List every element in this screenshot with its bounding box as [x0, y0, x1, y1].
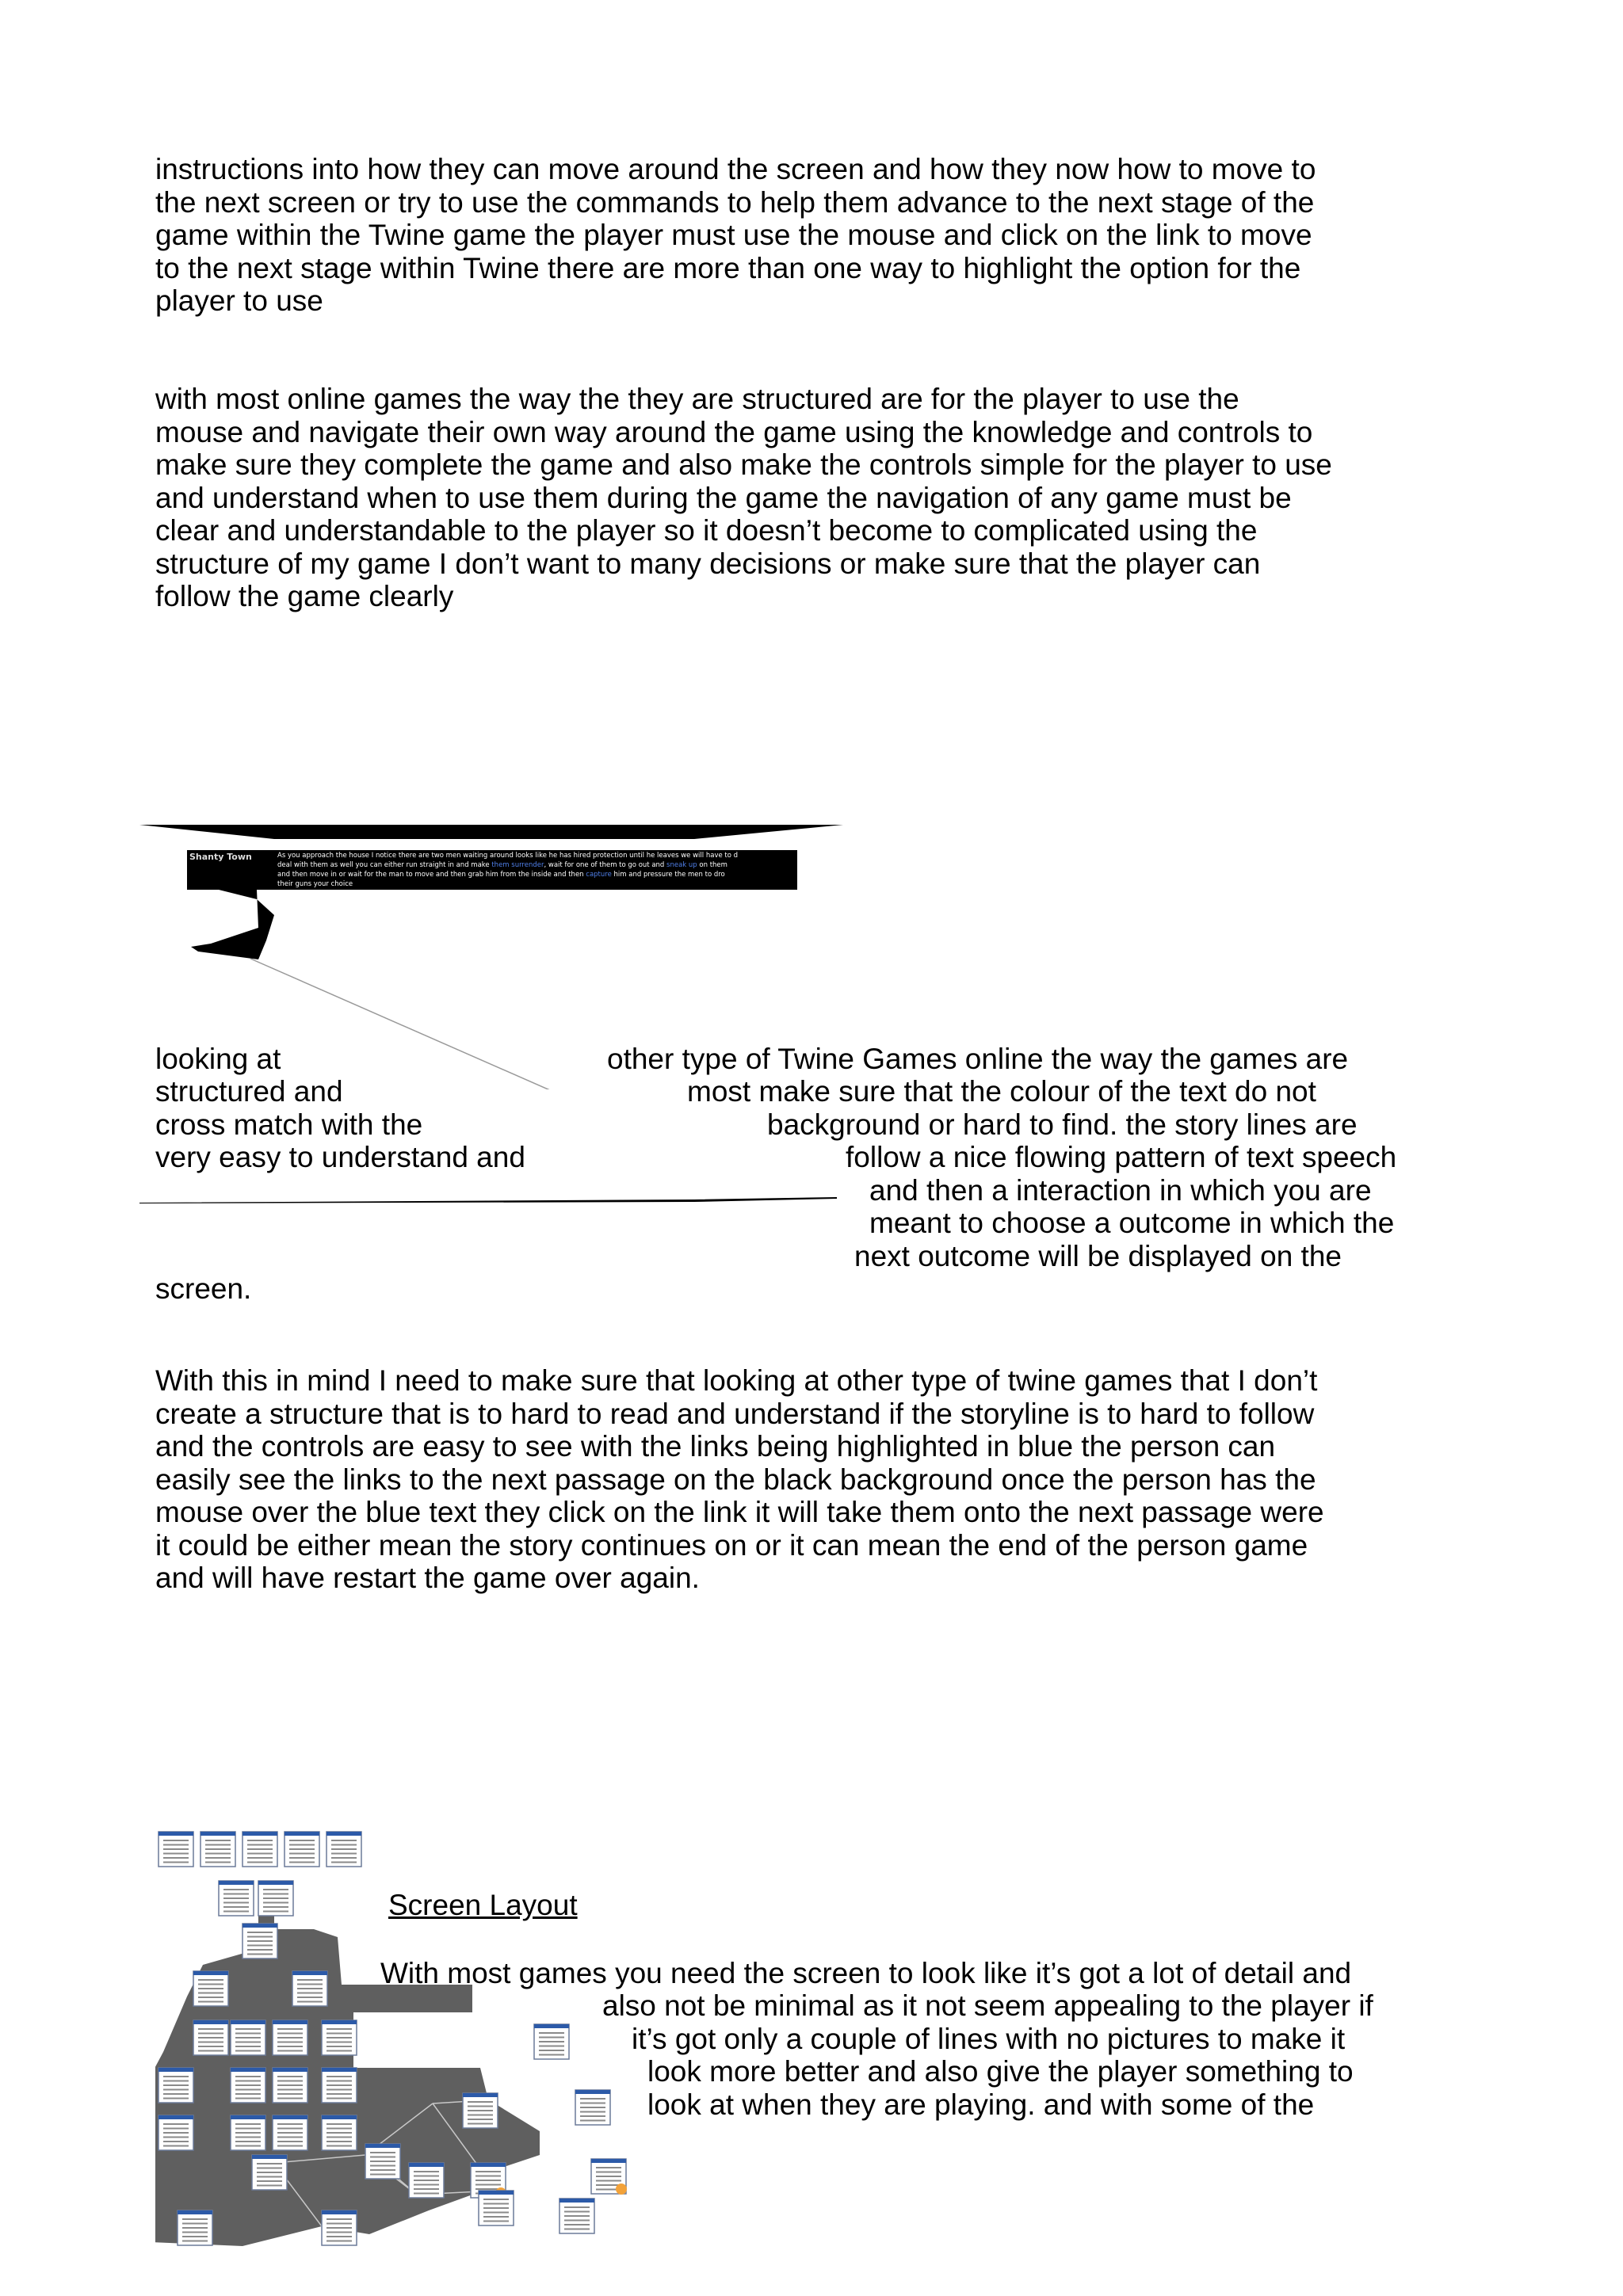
story-passage-card[interactable] — [273, 2068, 307, 2103]
text-line-right: next outcome will be displayed on the — [854, 1240, 1342, 1272]
story-passage-card[interactable] — [273, 2115, 307, 2150]
story-passage-card[interactable] — [158, 2115, 193, 2150]
story-passage-card[interactable] — [193, 2020, 228, 2055]
text-line: make sure they complete the game and also make the controls simple for the player to use — [155, 448, 1332, 481]
text-line: the next screen or try to use the commands to help them advance to the next stage of the — [155, 186, 1315, 219]
text-line: instructions into how they can move around the screen and how they now how to move to — [155, 153, 1316, 185]
story-link[interactable]: them surrender — [491, 861, 544, 869]
text-line: game within the Twine game the player must use the mouse and click on the link to move — [155, 219, 1312, 251]
story-passage-card[interactable] — [575, 2090, 610, 2125]
text-line-right: most make sure that the colour of the text do not — [687, 1075, 1316, 1108]
text-line-right: background or hard to find. the story lines are — [767, 1108, 1358, 1141]
text-line: screen. — [155, 1272, 252, 1305]
story-passage-card[interactable] — [258, 1881, 293, 1916]
screenshot-line-part: him and pressure the men to dro — [611, 871, 725, 879]
text-line: it’s got only a couple of lines with no pictures to make it — [632, 2023, 1346, 2055]
screenshot-line-part: and then move in or wait for the man to move and then grab him from the inside and then — [277, 871, 586, 879]
passage-badge-icon — [616, 2183, 627, 2195]
story-passage-card[interactable] — [231, 2115, 265, 2150]
story-passage-card[interactable] — [231, 2068, 265, 2103]
text-line-left: looking at — [155, 1043, 281, 1075]
screenshot-line-part: , wait for one of them to go out and — [544, 861, 667, 869]
story-passage-card[interactable] — [285, 1832, 319, 1867]
text-line: and will have restart the game over again. — [155, 1562, 700, 1594]
story-passage-card[interactable] — [158, 1832, 193, 1867]
screenshot-line: their guns your choice — [277, 880, 353, 888]
text-line-left: very easy to understand and — [155, 1141, 525, 1173]
story-passage-card[interactable] — [463, 2093, 498, 2128]
text-line: look at when they are playing. and with some of the — [647, 2088, 1315, 2121]
story-passage-card[interactable] — [273, 2020, 307, 2055]
story-passage-card[interactable] — [322, 2068, 357, 2103]
text-line-right: follow a nice flowing pattern of text speech — [846, 1141, 1397, 1173]
text-line: mouse over the blue text they click on the link it will take them onto the next passage were — [155, 1496, 1324, 1528]
story-passage-card[interactable] — [193, 1971, 228, 2006]
screenshot-line: As you approach the house I notice there are two men waiting around looks like he has hired protection until he leaves we will have to d — [277, 852, 739, 860]
text-line-right: and then a interaction in which you are — [869, 1174, 1372, 1207]
screenshot-line-part: on them — [697, 861, 727, 869]
text-line: follow the game clearly — [155, 580, 454, 612]
text-line: to the next stage within Twine there are more than one way to highlight the option for the — [155, 252, 1301, 284]
text-line: with most online games the way the they are structured are for the player to use the — [155, 383, 1239, 415]
text-line: mouse and navigate their own way around the game using the knowledge and controls to — [155, 416, 1313, 448]
text-line: clear and understandable to the player so it doesn’t become to complicated using the — [155, 514, 1258, 547]
text-line-right: meant to choose a outcome in which the — [869, 1207, 1395, 1239]
story-passage-card[interactable] — [252, 2155, 287, 2190]
section-heading: Screen Layout — [388, 1889, 578, 1921]
story-passage-card[interactable] — [409, 2163, 444, 2198]
story-link[interactable]: sneak up — [666, 861, 697, 869]
text-line: and the controls are easy to see with the links being highlighted in blue the person can — [155, 1430, 1276, 1463]
story-passage-card[interactable] — [322, 2020, 357, 2055]
story-passage-card[interactable] — [242, 1924, 277, 1958]
story-passage-card[interactable] — [365, 2144, 400, 2179]
text-line-left: cross match with the — [155, 1108, 423, 1141]
text-line-left: structured and — [155, 1075, 343, 1108]
story-passage-card[interactable] — [158, 2068, 193, 2103]
text-line: With this in mind I need to make sure that looking at other type of twine games that I don’t — [155, 1364, 1318, 1397]
story-passage-card[interactable] — [242, 1832, 277, 1867]
text-line: and understand when to use them during the game the navigation of any game must be — [155, 482, 1292, 514]
text-line: also not be minimal as it not seem appealing to the player if — [602, 1989, 1373, 2022]
text-line: player to use — [155, 284, 323, 317]
story-passage-card[interactable] — [178, 2210, 212, 2245]
story-passage-card[interactable] — [479, 2191, 514, 2225]
story-passage-card[interactable] — [322, 2115, 357, 2150]
text-line: With most games you need the screen to look like it’s got a lot of detail and — [380, 1957, 1352, 1989]
story-passage-card[interactable] — [219, 1881, 254, 1916]
story-passage-card[interactable] — [200, 1832, 235, 1867]
screenshot-line — [277, 871, 725, 879]
screenshot-title: Shanty Town — [189, 852, 252, 862]
text-line-right: other type of Twine Games online the way the games are — [607, 1043, 1349, 1075]
text-line: it could be either mean the story continues on or it can mean the end of the person game — [155, 1529, 1308, 1562]
story-link[interactable]: capture — [586, 871, 612, 879]
story-passage-card[interactable] — [534, 2024, 569, 2059]
text-line: easily see the links to the next passage on the black background once the person has the — [155, 1463, 1316, 1496]
story-passage-card[interactable] — [591, 2159, 627, 2195]
screenshot-divider — [139, 1195, 837, 1204]
story-passage-card[interactable] — [327, 1832, 361, 1867]
story-passage-card[interactable] — [231, 2020, 265, 2055]
screenshot-line-part: deal with them as well you can either run straight in and make — [277, 861, 492, 869]
story-passage-card[interactable] — [292, 1971, 327, 2006]
text-line: structure of my game I don’t want to many decisions or make sure that the player can — [155, 547, 1261, 580]
text-line: create a structure that is to hard to read and understand if the storyline is to hard to follow — [155, 1398, 1315, 1430]
text-line: look more better and also give the player something to — [647, 2055, 1354, 2088]
story-passage-card[interactable] — [559, 2199, 594, 2233]
screenshot-line — [277, 861, 727, 869]
story-passage-card[interactable] — [322, 2210, 357, 2245]
